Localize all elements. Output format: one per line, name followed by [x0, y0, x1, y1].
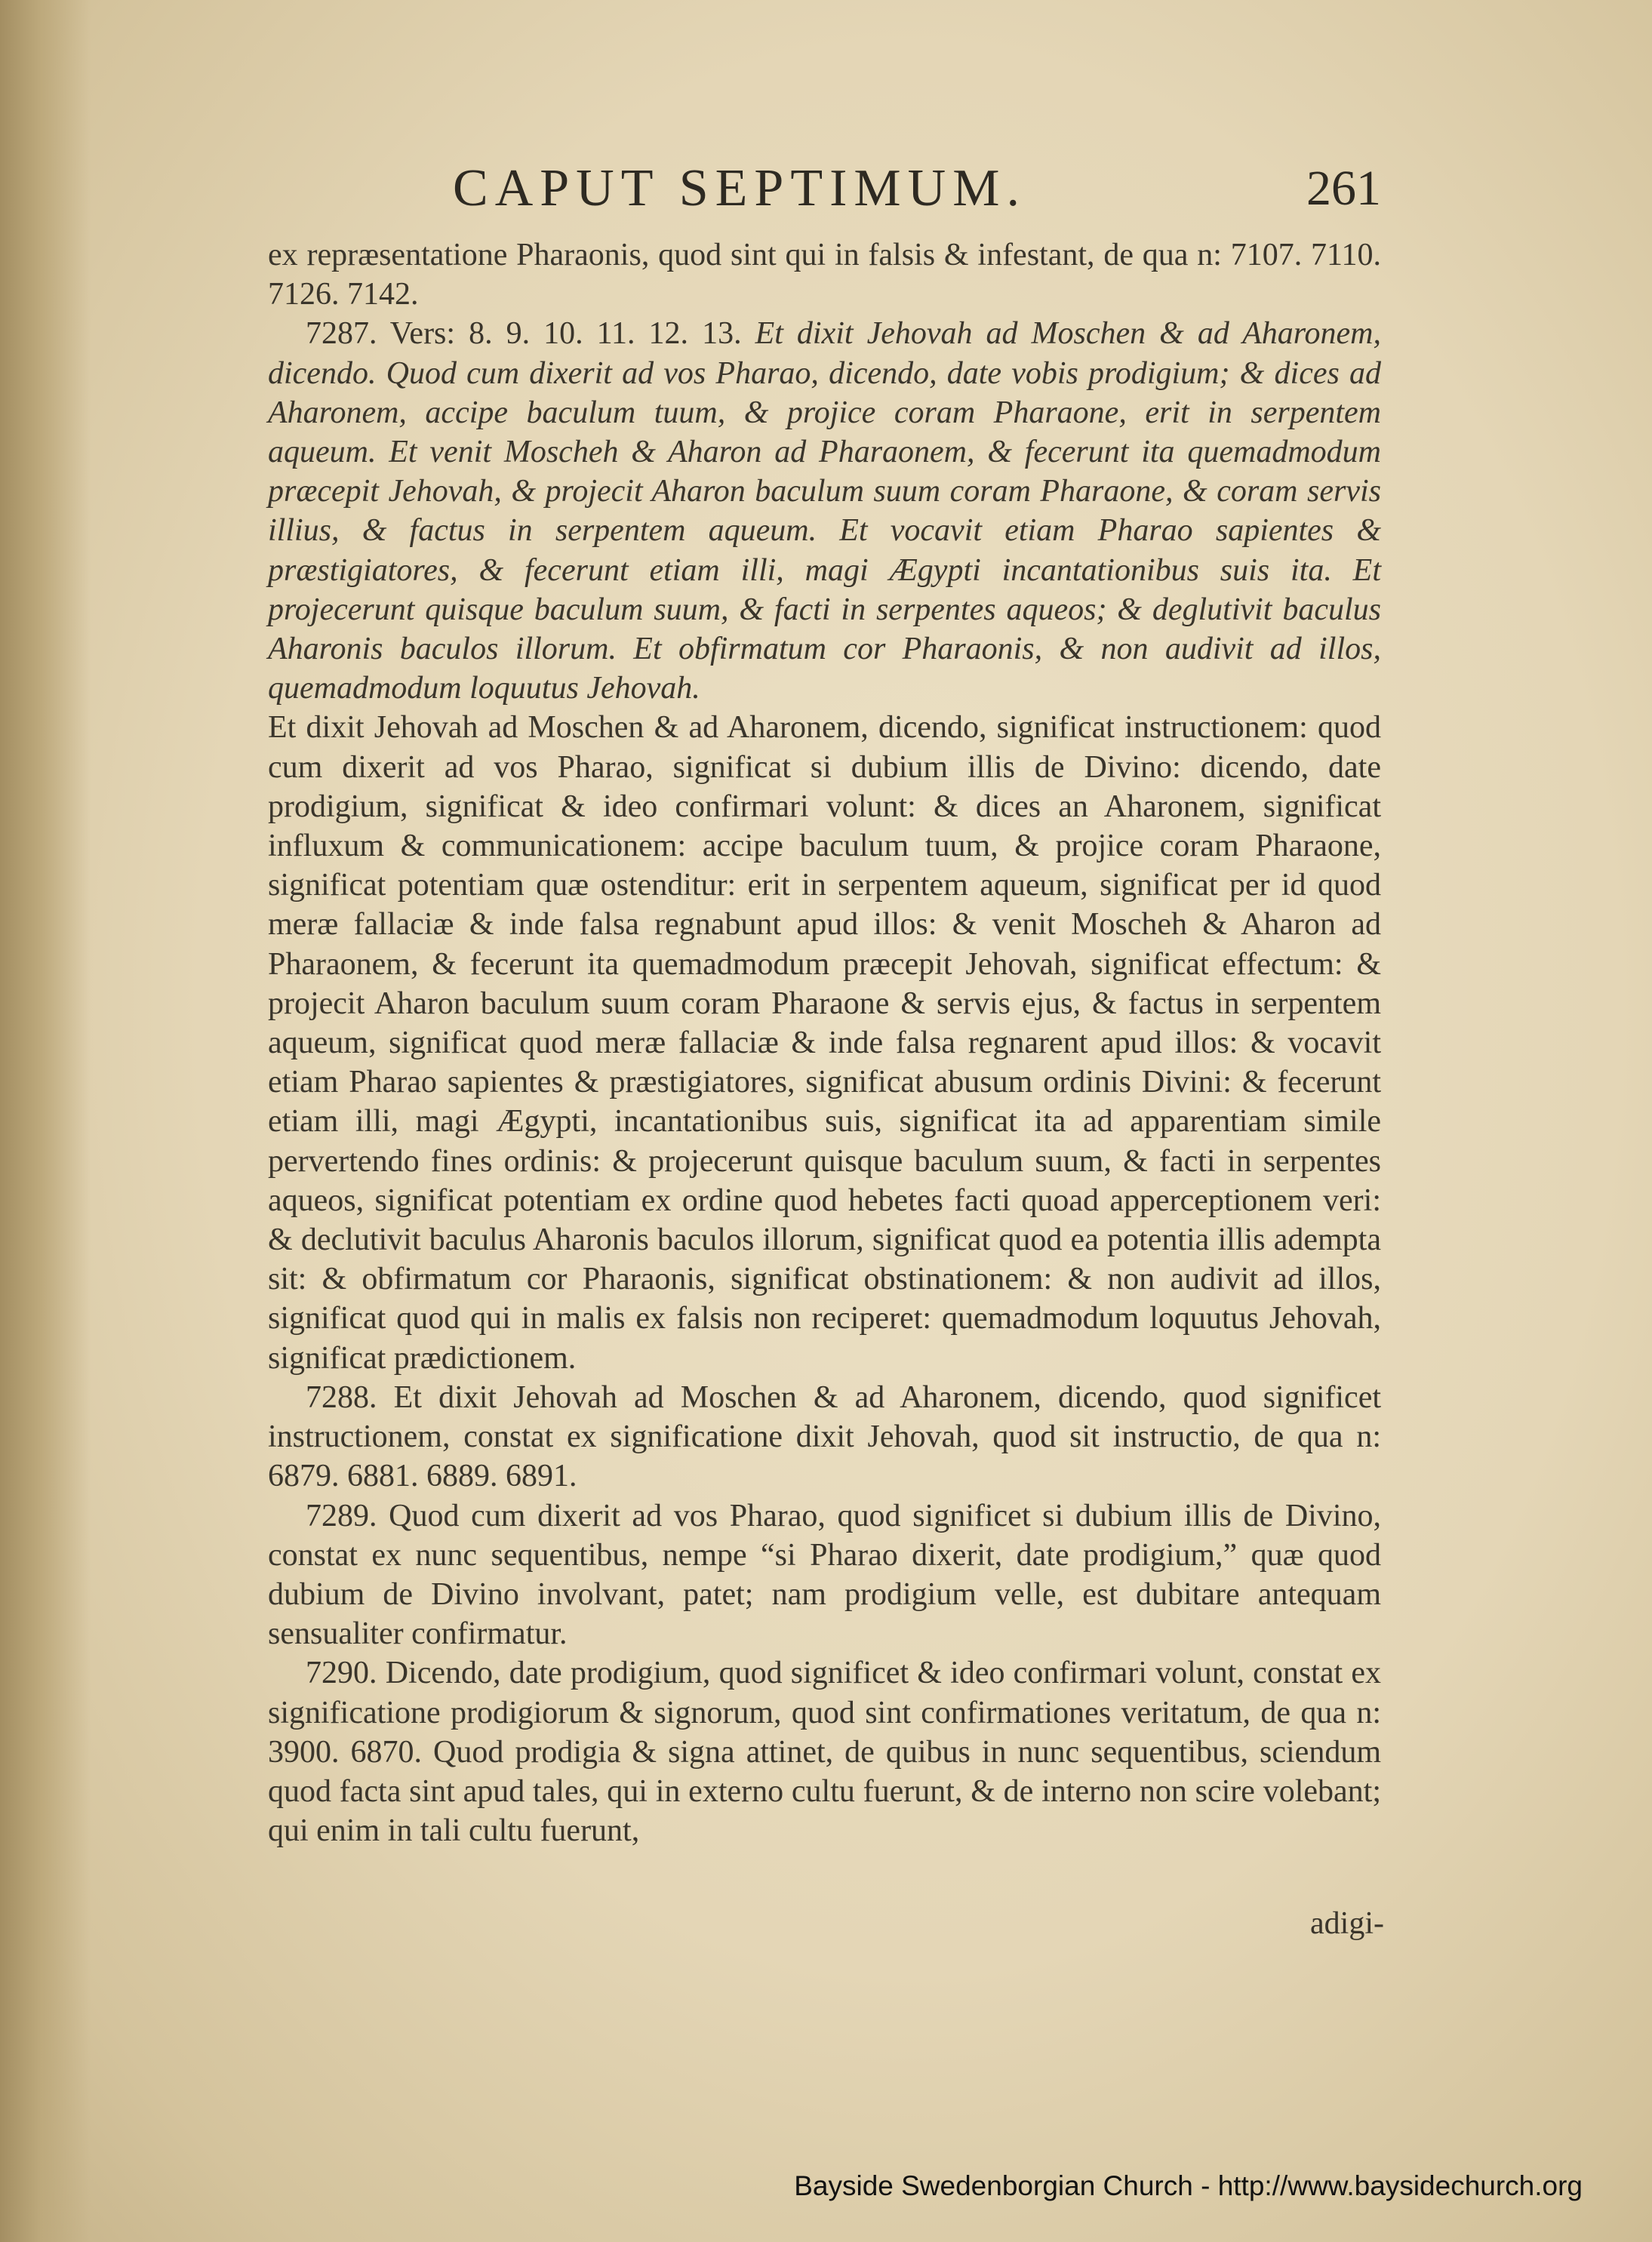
catchword: adigi- — [1310, 1906, 1384, 1941]
paragraph-continuation: ex repræsentatione Pharaonis, quod sint qui in falsis & infestant, de qua n: 7107. 7110. 7126. 7142. — [268, 238, 1381, 312]
paragraph-7289: 7289. Quod cum dixerit ad vos Pharao, quod significet si dubium illis de Divino, constat ex nunc sequentibus, nempe “si Pharao dixerit, date prodigium,” quæ quod dubium de Divino involvant, patet; nam prodigium velle, est dubitare antequam sensualiter confirmatur. — [268, 1498, 1381, 1652]
paragraph-7288: 7288. Et dixit Jehovah ad Moschen & ad Aharonem, dicendo, quod significet instructionem, constat ex significatione dixit Jehovah, quod sit instructio, de qua n: 6879. 6881. 6889. 6891. — [268, 1379, 1381, 1494]
page-number: 261 — [1306, 161, 1381, 216]
paragraph-7290: 7290. Dicendo, date prodigium, quod significet & ideo confirmari volunt, constat ex significatione prodigiorum & signorum, quod sint confirmationes veritatum, de qua n: 3900. 6870. Quod prodigia & signa attinet, de quibus in nunc sequentibus, sciendum quod facta sint apud tales, qui in externo cultu fuerunt, & de interno non scire volebant; qui enim in tali cultu fuerunt, — [268, 1656, 1381, 1849]
paragraph-explanation: Et dixit Jehovah ad Moschen & ad Aharonem, dicendo, significat instructionem: quod cum dixerit ad vos Pharao, significat si dubium illis de Divino: dicendo, date prodigium, significat & ideo confirmari volunt: & dices an Aharonem, significat influxum & communicationem: accipe baculum tuum, & projice coram Pharaone, significat potentiam quæ ostenditur: erit in serpentem aqueum, significat per id quod meræ fallaciæ & inde falsa regnabunt apud illos: & venit Moscheh & Aharon ad Pharaonem, & fecerunt ita quemadmodum præcepit Jehovah, significat effectum: & projecit Aharon baculum suum coram Pharaone & servis ejus, & factus in serpentem aqueum, significat quod meræ fallaciæ & inde falsa regnarent apud illos: & vocavit etiam Pharao sapientes & præstigiatores, significat abusum ordinis Divini: & fecerunt etiam illi, magi Ægypti, incantationibus suis, significat ita ad apparentiam simile pervertendo fines ordinis: & projecerunt quisque baculum suum, & facti in serpentes aqueos, significat potentiam ex ordine quod hebetes facti quoad apperceptionem veri: & declutivit baculus Aharonis baculos illorum, significat quod ea potentia illis adempta sit: & obfirmatum cor Pharaonis, significat obstinationem: & non audivit ad illos, significat quod qui in malis ex falsis non reciperet: quemadmodum loquutus Jehovah, significat prædictionem. — [268, 710, 1381, 1376]
running-header — [453, 158, 1381, 219]
footer-credit: Bayside Swedenborgian Church - http://www.baysidechurch.org — [794, 2170, 1583, 2201]
verse-reference: 7287. Vers: 8. 9. 10. 11. 12. 13. — [306, 316, 742, 352]
body-text — [268, 235, 1381, 1850]
chapter-title: CAPUT SEPTIMUM. — [453, 159, 1026, 217]
scripture-quote: Et dixit Jehovah ad Moschen & ad Aharonem, dicendo. Quod cum dixerit ad vos Pharao, dicendo, date vobis prodigium; & dices ad Aharonem, accipe baculum tuum, & projice coram Pharaone, erit in serpentem aqueum. Et venit Moscheh & Aharon ad Pharaonem, & fecerunt ita quemadmodum præcepit Jehovah, & projecit Aharon baculum suum coram Pharaone, & coram servis illius, & factus in serpentem aqueum. Et vocavit etiam Pharao sapientes & præstigiatores, & fecerunt etiam illi, magi Ægypti incantationibus suis ita. Et projecerunt quisque baculum suum, & facti in serpentes aqueos; & deglutivit baculus Aharonis baculos illorum. Et obfirmatum cor Pharaonis, & non audivit ad illos, quemadmodum loquutus Jehovah. — [268, 316, 1382, 706]
page-gutter-shadow — [0, 0, 91, 2242]
paragraph-7287 — [268, 314, 1381, 708]
